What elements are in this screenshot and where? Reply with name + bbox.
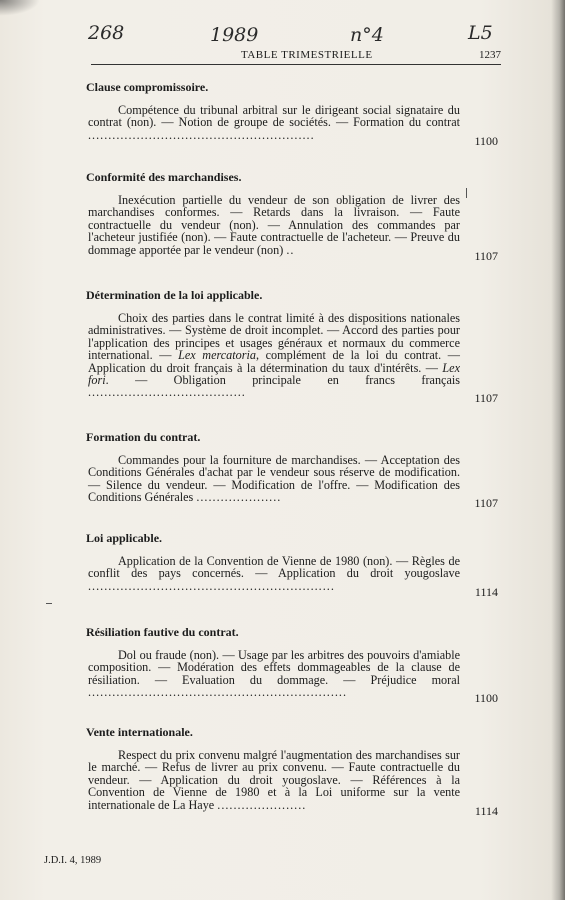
entry-text-italic: Lex fori xyxy=(88,360,460,388)
leader-dots: ...................... xyxy=(217,797,307,812)
index-entry xyxy=(76,625,498,706)
entry-text: Inexécution partielle du vendeur de son obligation de livrer des marchandises conformes. — Retards dans la livraison. — Faute contractuelle du vendeur (non). — Annulation des commandes par l'acheteur justifiée (non). — Faute contractuelle de l'acheteur. — Preuve du dommage apportée par le vendeur (non) xyxy=(88,193,460,257)
leader-dots: ........................................................ xyxy=(88,127,315,142)
leader-dots: ............................................................. xyxy=(88,578,335,593)
margin-dash xyxy=(46,603,52,604)
header-page-number: 1237 xyxy=(479,49,501,61)
entry-body xyxy=(76,311,498,406)
leader-dots: .. xyxy=(286,242,295,257)
entry-text: . — Obligation principale en francs français xyxy=(105,373,460,388)
entry-title: Vente internationale. xyxy=(86,725,193,739)
entry-text: Application de la Convention de Vienne de 1980 (non). — Règles de conflit des pays concernés. — Application du droit yougoslave xyxy=(88,554,460,581)
index-entry xyxy=(76,531,498,599)
running-header xyxy=(91,47,501,67)
entry-text: Choix des parties dans le contrat limité à des dispositions nationales administratives. — Système de droit incomplet. — Accord des parties pour l'application des principes et usages généraux et normaux du commerce international. — xyxy=(88,311,460,363)
index-entry xyxy=(76,430,498,511)
leader-dots: ....................................... xyxy=(88,385,246,400)
index-entry xyxy=(76,170,498,263)
entry-page-ref: 1114 xyxy=(474,803,498,818)
entry-body xyxy=(76,648,498,706)
entry-body xyxy=(76,193,498,263)
scan-shadow xyxy=(0,0,40,16)
handwritten-note-b: 1989 xyxy=(210,24,259,46)
header-rule xyxy=(91,64,501,65)
entry-title: Détermination de la loi applicable. xyxy=(86,288,263,302)
entry-page-ref: 1100 xyxy=(474,133,498,148)
entry-body xyxy=(76,554,498,599)
handwritten-note-a: 268 xyxy=(88,22,125,44)
entry-title: Clause compromissoire. xyxy=(86,80,209,94)
entry-page-ref: 1107 xyxy=(474,496,498,511)
page-edge-shadow xyxy=(551,0,565,900)
handwritten-note-c: n°4 xyxy=(350,24,384,46)
entry-page-ref: 1107 xyxy=(474,391,498,406)
header-title: TABLE TRIMESTRIELLE xyxy=(241,49,373,61)
page-footer: J.D.I. 4, 1989 xyxy=(44,855,102,866)
entry-text: Commandes pour la fourniture de marchandises. — Acceptation des Conditions Générales d'achat par le vendeur sous réserve de modification. — Silence du vendeur. — Modification de l'offre. — Modification des Conditions Générales xyxy=(88,453,460,505)
entry-body xyxy=(76,748,498,818)
entry-title: Formation du contrat. xyxy=(86,430,201,444)
entry-text: Dol ou fraude (non). — Usage par les arbitres des pouvoirs d'amiable composition. — Modération des effets dommageables de la clause de résiliation. — Evaluation du dommage. — Préjudice moral xyxy=(88,648,460,687)
entry-text-italic: Lex mercatoria xyxy=(178,348,256,363)
entry-page-ref: 1100 xyxy=(474,691,498,706)
entry-title: Résiliation fautive du contrat. xyxy=(86,625,239,639)
index-entry xyxy=(76,725,498,818)
leader-dots: ..................... xyxy=(196,490,282,505)
entry-text: Respect du prix convenu malgré l'augmentation des marchandises sur le marché. — Refus de livrer au prix convenu. — Faute contractuelle du vendeur. — Application du droit yougoslave. — Références à la Convention de Vienne de 1980 et à la Loi uniforme sur la vente internationale de La Haye xyxy=(88,748,460,812)
index-entry xyxy=(76,288,498,406)
entry-body xyxy=(76,453,498,511)
entry-body xyxy=(76,103,498,148)
entry-title: Conformité des marchandises. xyxy=(86,170,242,184)
entry-text: , complément de la loi du contrat. — Application du droit français à la détermination du taux d'intérêts. — xyxy=(88,348,460,375)
entry-page-ref: 1114 xyxy=(474,584,498,599)
leader-dots: ................................................................ xyxy=(88,685,347,700)
entry-text: Compétence du tribunal arbitral sur le dirigeant social signataire du contrat (non). — Notion de groupe de sociétés. — Formation du contrat xyxy=(88,103,460,130)
entry-page-ref: 1107 xyxy=(474,248,498,263)
handwritten-note-d: L5 xyxy=(468,22,493,44)
index-entry xyxy=(76,80,498,148)
entry-title: Loi applicable. xyxy=(86,531,163,545)
